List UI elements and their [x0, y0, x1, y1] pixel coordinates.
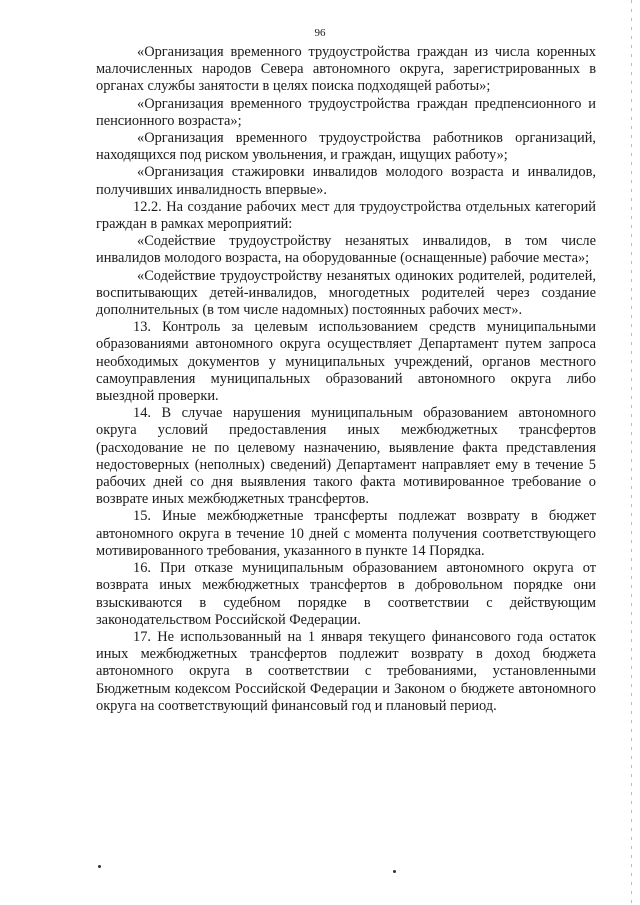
paragraph-14: 14. В случае нарушения муниципальным образованием автономного округа условий предоставления иных межбюджетных трансфертов (расходование не по целевому назначению, выявление факта представления недостоверных (неполных) сведений) Департамент направляет ему в течение 5 рабочих дней со дня выявления такого факта мотивированное требование о возврате иных межбюджетных трансфертов. [96, 405, 596, 508]
paragraph-16: 16. При отказе муниципальным образованием автономного округа от возврата иных межбюджетных трансфертов в добровольном порядке они взыскиваются в судебном порядке в соответствии с действующим законодательством Российской Федерации. [96, 560, 596, 628]
paragraph-13: 13. Контроль за целевым использованием средств муниципальными образованиями автономного округа осуществляет Департамент путем запроса необходимых документов у муниципальных учреждений, органов местного самоуправления муниципальных образований автономного округа либо выездной проверки. [96, 319, 596, 405]
paragraph-item-2: «Организация временного трудоустройства граждан предпенсионного и пенсионного возраста»; [96, 95, 596, 129]
scan-speck [393, 870, 396, 873]
scan-speck [98, 865, 101, 868]
paragraph-item-6: «Содействие трудоустройству незанятых одиноких родителей, родителей, воспитывающих детей-инвалидов, многодетных родителей через создание дополнительных (в том числе надомных) постоянных рабочих мест». [96, 267, 596, 319]
paragraph-item-5: «Содействие трудоустройству незанятых инвалидов, в том числе инвалидов молодого возраста, на оборудованные (оснащенные) рабочие места»; [96, 233, 596, 267]
paragraph-12-2: 12.2. На создание рабочих мест для трудоустройства отдельных категорий граждан в рамках мероприятий: [96, 198, 596, 233]
paragraph-17: 17. Не использованный на 1 января текущего финансового года остаток иных межбюджетных трансфертов подлежит возврату в доход бюджета автономного округа в соответствии с требованиями, установленными Бюджетным кодексом Российской Федерации и Законом о бюджете автономного округа на соответствующий финансовый год и плановый период. [96, 628, 596, 714]
paragraph-15: 15. Иные межбюджетные трансферты подлежат возврату в бюджет автономного округа в течение 10 дней с момента получения соответствующего мотивированного требования, указанного в пункте 14 Порядка. [96, 508, 596, 559]
paragraph-item-4: «Организация стажировки инвалидов молодого возраста и инвалидов, получивших инвалидность впервые». [96, 164, 596, 198]
scan-edge [631, 0, 632, 905]
document-body [96, 44, 596, 715]
paragraph-item-1: «Организация временного трудоустройства граждан из числа коренных малочисленных народов Севера автономного округа, зарегистрированных в органах службы занятости в целях поиска подходящей работы»; [96, 44, 596, 95]
page-number: 96 [314, 27, 326, 39]
paragraph-item-3: «Организация временного трудоустройства работников организаций, находящихся под риском увольнения, и граждан, ищущих работу»; [96, 130, 596, 164]
